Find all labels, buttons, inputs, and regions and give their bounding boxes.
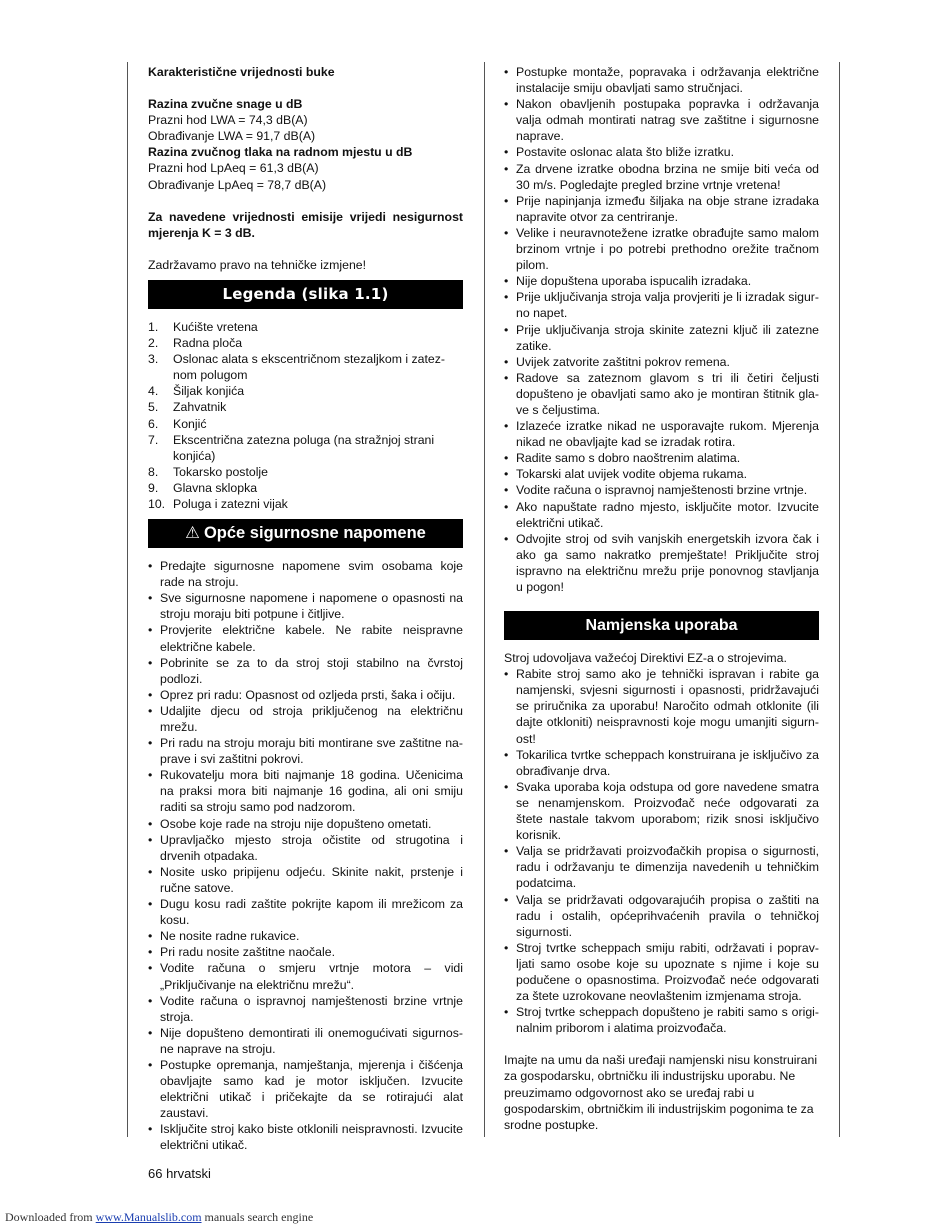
pressure-heading: Razina zvučnog tlaka na radnom mjestu u dB	[148, 145, 413, 160]
pressure-work: Obrađivanje LpAeq = 78,7 dB(A)	[148, 177, 327, 192]
safety-banner	[148, 519, 463, 548]
usage-item: • Svaka uporaba koja odstupa od gore navedene smatra se nenamjenskom. Proizvođač neće odgovarati za štete nastale takvom uporabom; rizik snosi isključivo korisnik.	[504, 779, 819, 843]
legend-item-number: 3.	[148, 352, 159, 367]
legend-banner: Legenda (slika 1.1)	[148, 280, 463, 309]
safety-item: • Za drvene izratke obodna brzina ne smije biti veća od 30 m/s. Pogledajte pregled brzine vrtnje vretena!	[504, 161, 819, 193]
legend-item-number: 7.	[148, 432, 159, 447]
safety-item: • Osobe koje rade na stroju nije dopušteno ometati.	[148, 816, 463, 832]
safety-item: • Prije uključivanja stroja valja provjeriti je li izradak sigurno napet.	[504, 289, 819, 321]
safety-item: • Odvojite stroj od svih vanjskih energetskih izvora čak i ako ga samo nakratko premještate! Priključite stroj ispravno na električnu mrežu prije ponovnog stavljanja u pogon!	[504, 531, 819, 595]
legend-item-text: Šiljak konjića	[173, 384, 245, 399]
legend-item-number: 8.	[148, 464, 159, 479]
usage-list	[504, 666, 819, 1036]
safety-item: • Predajte sigurnosne napomene svim osobama koje rade na stroju.	[148, 558, 463, 590]
manualslib-link[interactable]: www.Manualslib.com	[95, 1210, 202, 1224]
legend-list	[148, 319, 463, 512]
legend-item-number: 6.	[148, 416, 159, 431]
download-suffix: manuals search engine	[204, 1210, 314, 1224]
usage-item: • Valja se pridržavati odgovarajućih propisa o zaštiti na radu i ostalih, općeprihvaćenih pravila o tehničkoj sigurnosti.	[504, 892, 819, 940]
safety-title: Opće sigurnosne napomene	[203, 524, 426, 543]
safety-item: • Ako napuštate radno mjesto, isključite motor. Izvucite električni utikač.	[504, 499, 819, 531]
legend-item	[148, 432, 463, 464]
power-idle: Prazni hod LWA = 74,3 dB(A)	[148, 113, 308, 128]
legend-item-number: 10.	[148, 496, 166, 511]
usage-item: • Stroj tvrtke scheppach dopušteno je rabiti samo s originalnim priborom i alatima proizvođača.	[504, 1004, 819, 1036]
safety-item: • Dugu kosu radi zaštite pokrijte kapom ili mrežicom za kosu.	[148, 896, 463, 928]
power-work: Obrađivanje LWA = 91,7 dB(A)	[148, 129, 316, 144]
safety-item: • Vodite računa o smjeru vrtnje motora – vidi „Priključivanje na električnu mrežu“.	[148, 960, 463, 992]
reserve-note: Zadržavamo pravo na tehničke izmjene!	[148, 257, 367, 272]
safety-item: • Postupke opremanja, namještanja, mjerenja i čišćenja obavljajte samo kad je motor isključen. Izvucite električni utikač i pričekajte da se rotirajući alat zaustavi.	[148, 1057, 463, 1121]
legend-item-text: Zahvatnik	[173, 400, 227, 415]
pressure-idle: Prazni hod LpAeq = 61,3 dB(A)	[148, 161, 319, 176]
page-number: 66 hrvatski	[148, 1166, 211, 1181]
safety-item: • Nosite usko pripijenu odjeću. Skinite nakit, prstenje i ručne satove.	[148, 864, 463, 896]
legend-item	[148, 464, 463, 480]
safety-list-right	[504, 64, 819, 595]
legend-item-text: Glavna sklopka	[173, 480, 258, 495]
legend-item-text: Poluga i zatezni vijak	[173, 496, 288, 511]
usage-intro: Stroj udovoljava važećoj Direktivi EZ-a o strojevima.	[504, 651, 787, 666]
safety-item: • Postupke montaže, popravaka i održavanja električne instalacije smiju obavljati samo stručnjaci.	[504, 64, 819, 96]
safety-item: • Nije dopušteno demontirati ili onemogućivati sigurnosne naprave na stroju.	[148, 1025, 463, 1057]
legend-item	[148, 351, 463, 383]
usage-item: • Tokarilica tvrtke scheppach konstruirana je isključivo za obrađivanje drva.	[504, 747, 819, 779]
safety-item: • Nije dopuštena uporaba ispucalih izradaka.	[504, 273, 819, 289]
left-column	[148, 64, 463, 1154]
safety-item: • Nakon obavljenih postupaka popravka i održavanja valja odmah montirati natrag sve zaštitne i sigurnosne naprave.	[504, 96, 819, 144]
legend-item	[148, 496, 463, 512]
legend-item-number: 2.	[148, 336, 159, 351]
legend-item	[148, 480, 463, 496]
warning-triangle-icon: ⚠	[185, 524, 200, 543]
usage-item: • Rabite stroj samo ako je tehnički ispravan i rabite ga namjenski, svjesni sigurnosti i opasnosti, pridržavajući se priručnika za uporabu! Naročito odmah otklonite (ili dajte otkloniti) neispravnosti koje mogu umanjiti sigurnost!	[504, 666, 819, 746]
safety-item: • Pri radu na stroju moraju biti montirane sve zaštitne naprave i svi zaštitni pokrovi.	[148, 735, 463, 767]
safety-item: • Oprez pri radu: Opasnost od ozljeda prsti, šaka i očiju.	[148, 687, 463, 703]
usage-banner: Namjenska uporaba	[504, 611, 819, 640]
legend-item-number: 4.	[148, 384, 159, 399]
legend-item-text: Radna ploča	[173, 336, 243, 351]
uncertainty-note: Za navedene vrijednosti emisije vrijedi nesigurnost mjerenja K = 3 dB.	[148, 209, 463, 240]
legend-item	[148, 319, 463, 335]
usage-item: • Stroj tvrtke scheppach smiju rabiti, održavati i popravljati samo osobe koje su upoznate s njime i koje su podučene o opasnostima. Proizvođač neće odgovarati za štete uzrokovane neovlaštenim izmjenama stroja.	[504, 940, 819, 1004]
safety-item: • Ne nosite radne rukavice.	[148, 928, 463, 944]
legend-item-text: Tokarsko postolje	[173, 464, 269, 479]
legend-item	[148, 416, 463, 432]
safety-item: • Prije napinjanja između šiljaka na obje strane izradaka napravite otvor za centriranje.	[504, 193, 819, 225]
safety-item: • Tokarski alat uvijek vodite objema rukama.	[504, 466, 819, 482]
right-column-rule	[839, 62, 840, 1137]
safety-item: • Radite samo s dobro naoštrenim alatima.	[504, 450, 819, 466]
legend-item	[148, 335, 463, 351]
safety-item: • Rukovatelju mora biti najmanje 18 godina. Učenicima na praksi mora biti najmanje 16 godina, ali oni smiju raditi sa stroju samo pod nadzorom.	[148, 767, 463, 815]
safety-item: • Sve sigurnosne napomene i napomene o opasnosti na stroju moraju biti potpune i čitljive.	[148, 590, 463, 622]
usage-note: Imajte na umu da naši uređaji namjenski nisu konstruirani za gospodarsku, obrtničku ili industrijsku uporabu. Ne preuzimamo odgovornost ako se uređaj rabi u gospodarskim, obrtničkim ili industrijskim pogonima te za srodne postupke.	[504, 1053, 818, 1132]
safety-list-left	[148, 558, 463, 1153]
legend-item-text: Kućište vretena	[173, 319, 258, 334]
usage-item: • Valja se pridržavati proizvođačkih propisa o sigurnosti, radu i održavanju te dimenzija navedenih u tehničkim podatcima.	[504, 843, 819, 891]
safety-item: • Vodite računa o ispravnoj namještenosti brzine vrtnje.	[504, 482, 819, 498]
safety-item: • Uvijek zatvorite zaštitni pokrov remena.	[504, 354, 819, 370]
legend-item-number: 9.	[148, 480, 159, 495]
legend-item-text: Oslonac alata s ekscentričnom stezaljkom i zateznom polugom	[173, 352, 446, 383]
legend-item-number: 5.	[148, 400, 159, 415]
safety-item: • Radove sa zateznom glavom s tri ili četiri čeljusti dopušteno je obavljati samo ako je montiran štitnik glave s čeljustima.	[504, 370, 819, 418]
safety-item: • Izlazeće izratke nikad ne usporavajte rukom. Mjerenja nikad ne obavljajte kad se izradak rotira.	[504, 418, 819, 450]
legend-item-text: Ekscentrična zatezna poluga (na stražnjoj strani konjića)	[173, 432, 435, 463]
download-prefix: Downloaded from	[5, 1210, 93, 1224]
safety-item: • Velike i neuravnotežene izratke obrađujte samo malom brzinom vrtnje i po potrebi prethodno orežite tračnom pilom.	[504, 225, 819, 273]
safety-item: • Postavite oslonac alata što bliže izratku.	[504, 144, 819, 160]
safety-item: • Vodite računa o ispravnoj namještenosti brzine vrtnje stroja.	[148, 993, 463, 1025]
center-column-rule	[484, 62, 485, 1137]
safety-item: • Provjerite električne kabele. Ne rabite neispravne električne kabele.	[148, 622, 463, 654]
safety-item: • Pobrinite se za to da stroj stoji stabilno na čvrstoj podlozi.	[148, 655, 463, 687]
safety-item: • Pri radu nosite zaštitne naočale.	[148, 944, 463, 960]
safety-item: • Upravljačko mjesto stroja očistite od strugotina i drvenih otpadaka.	[148, 832, 463, 864]
legend-item-number: 1.	[148, 319, 159, 334]
legend-item-text: Konjić	[173, 416, 207, 431]
power-heading: Razina zvučne snage u dB	[148, 97, 303, 112]
download-footer	[5, 1209, 313, 1225]
right-column	[504, 64, 819, 1133]
noise-heading: Karakteristične vrijednosti buke	[148, 65, 335, 79]
safety-item: • Isključite stroj kako biste otklonili neispravnosti. Izvucite električni utikač.	[148, 1121, 463, 1153]
left-column-rule	[127, 62, 128, 1137]
safety-item: • Udaljite djecu od stroja priključenog na električnu mrežu.	[148, 703, 463, 735]
safety-item: • Prije uključivanja stroja skinite zatezni ključ ili zatezne zatike.	[504, 322, 819, 354]
legend-item	[148, 399, 463, 415]
legend-item	[148, 383, 463, 399]
